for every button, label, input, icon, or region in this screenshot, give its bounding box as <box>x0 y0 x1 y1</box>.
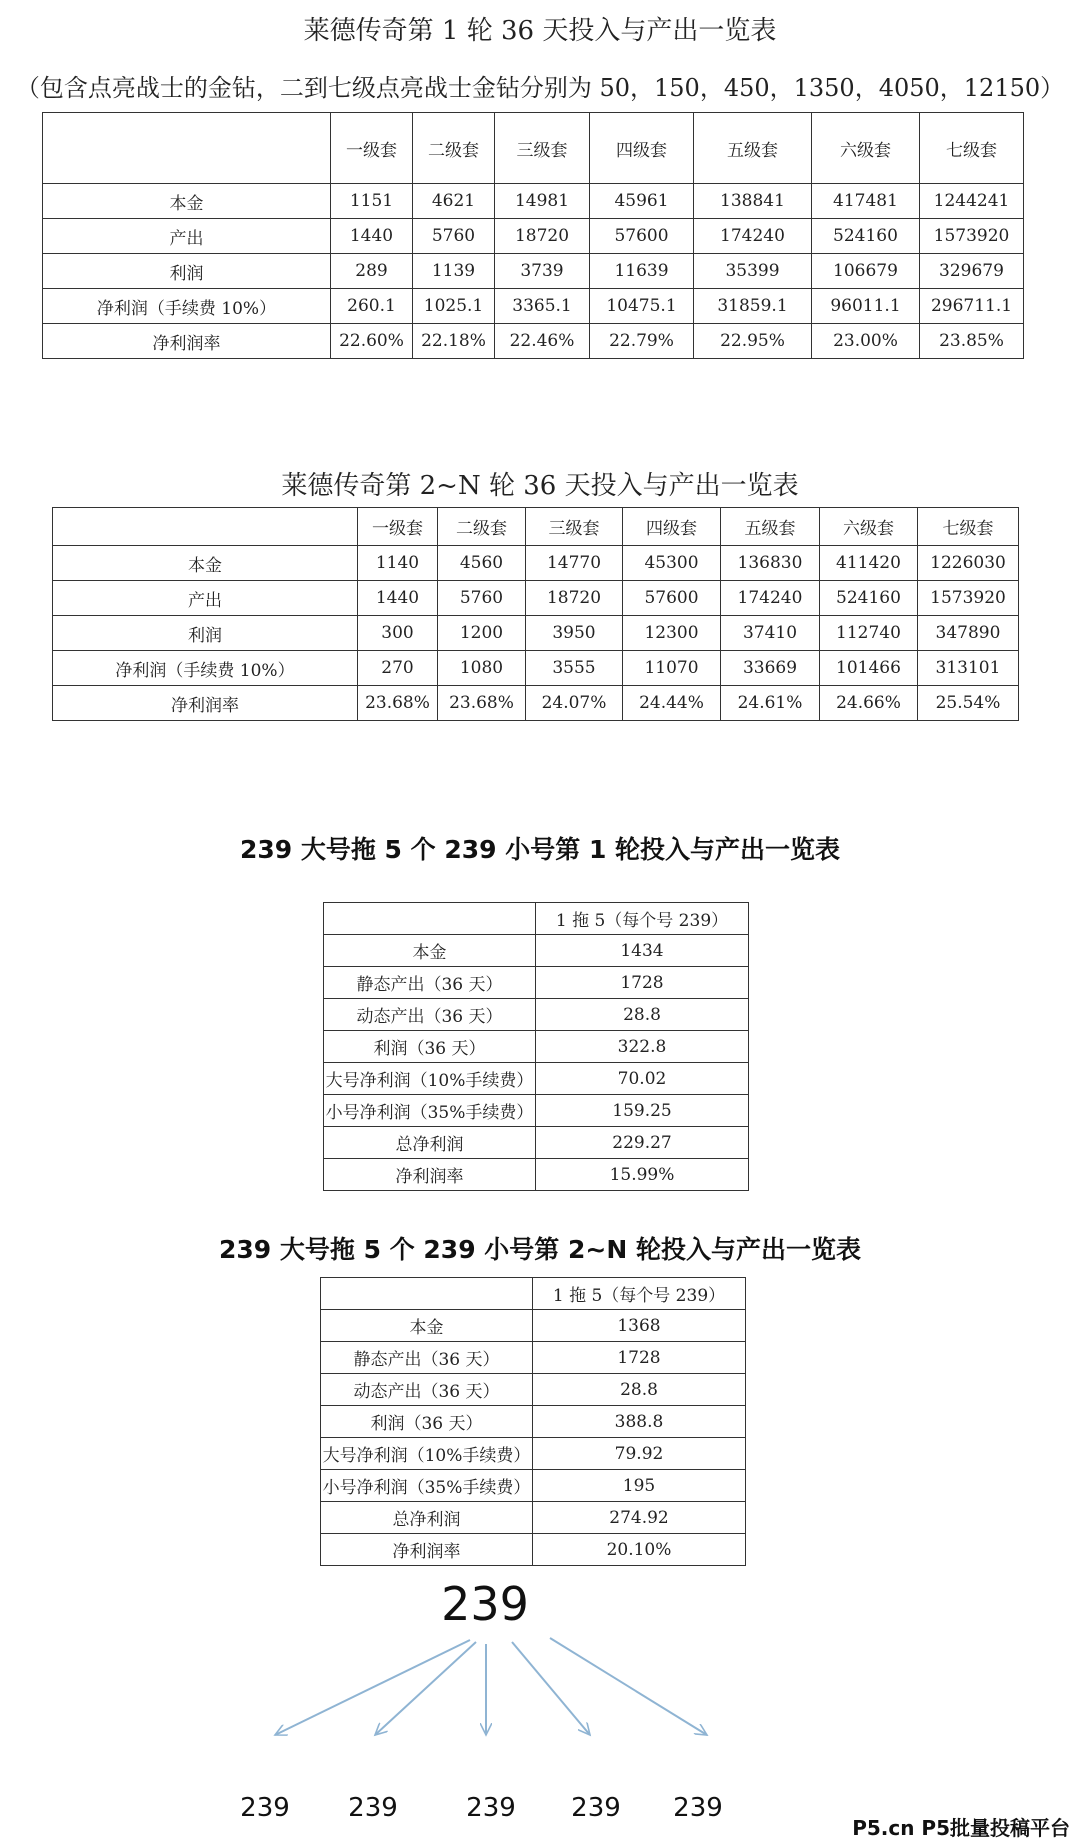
table-row <box>324 1063 749 1095</box>
header-cell: 四级套 <box>623 508 721 546</box>
table-header-row <box>321 1278 746 1310</box>
header-cell <box>43 113 331 184</box>
diagram-child-label: 239 <box>571 1793 621 1823</box>
table4 <box>320 1277 746 1566</box>
table-cell: 37410 <box>721 616 820 651</box>
table-row <box>53 616 1019 651</box>
arrow-5 <box>550 1638 707 1735</box>
table-cell: 57600 <box>590 219 694 254</box>
table-cell: 22.95% <box>694 324 812 359</box>
table-row <box>321 1470 746 1502</box>
header-cell <box>321 1278 533 1310</box>
table-cell: 12300 <box>623 616 721 651</box>
row-label-cell: 总净利润 <box>321 1502 533 1534</box>
table-cell: 11070 <box>623 651 721 686</box>
table-cell: 24.07% <box>526 686 623 721</box>
row-label-cell: 净利润率 <box>324 1159 536 1191</box>
header-cell: 二级套 <box>413 113 495 184</box>
table-row <box>43 254 1024 289</box>
table-cell: 11639 <box>590 254 694 289</box>
header-cell: 五级套 <box>721 508 820 546</box>
header-cell <box>324 903 536 935</box>
table-cell: 1728 <box>533 1342 746 1374</box>
table-cell: 28.8 <box>536 999 749 1031</box>
table-cell: 57600 <box>623 581 721 616</box>
table-cell: 1728 <box>536 967 749 999</box>
table-row <box>321 1310 746 1342</box>
table-cell: 22.46% <box>495 324 590 359</box>
table-cell: 174240 <box>721 581 820 616</box>
header-cell: 1 拖 5（每个号 239） <box>533 1278 746 1310</box>
table-row <box>53 686 1019 721</box>
table-cell: 1139 <box>413 254 495 289</box>
table-cell: 4621 <box>413 184 495 219</box>
header-cell: 一级套 <box>358 508 438 546</box>
table-cell: 18720 <box>495 219 590 254</box>
table-cell: 313101 <box>918 651 1019 686</box>
table-cell: 25.54% <box>918 686 1019 721</box>
table-cell: 28.8 <box>533 1374 746 1406</box>
table-row <box>53 651 1019 686</box>
header-cell: 七级套 <box>918 508 1019 546</box>
table-cell: 106679 <box>812 254 920 289</box>
table-cell: 18720 <box>526 581 623 616</box>
table-cell: 159.25 <box>536 1095 749 1127</box>
table-cell: 22.60% <box>331 324 413 359</box>
table-cell: 5760 <box>438 581 526 616</box>
table-row <box>53 546 1019 581</box>
header-cell: 六级套 <box>812 113 920 184</box>
table-header-row <box>324 903 749 935</box>
table-cell: 347890 <box>918 616 1019 651</box>
header-cell: 七级套 <box>920 113 1024 184</box>
table-cell: 15.99% <box>536 1159 749 1191</box>
header-cell: 五级套 <box>694 113 812 184</box>
table-cell: 1140 <box>358 546 438 581</box>
row-label-cell: 本金 <box>43 184 331 219</box>
table-row <box>43 324 1024 359</box>
table-cell: 31859.1 <box>694 289 812 324</box>
header-cell: 一级套 <box>331 113 413 184</box>
row-label-cell: 总净利润 <box>324 1127 536 1159</box>
row-label-cell: 小号净利润（35%手续费） <box>321 1470 533 1502</box>
table-header-row <box>53 508 1019 546</box>
table-cell: 411420 <box>820 546 918 581</box>
table-cell: 112740 <box>820 616 918 651</box>
table-cell: 524160 <box>820 581 918 616</box>
table-cell: 3950 <box>526 616 623 651</box>
table-cell: 24.44% <box>623 686 721 721</box>
table-cell: 1025.1 <box>413 289 495 324</box>
table-cell: 22.18% <box>413 324 495 359</box>
table-cell: 417481 <box>812 184 920 219</box>
row-label-cell: 产出 <box>53 581 358 616</box>
table-cell: 23.68% <box>358 686 438 721</box>
table-cell: 1573920 <box>918 581 1019 616</box>
table-cell: 289 <box>331 254 413 289</box>
row-label-cell: 利润（36 天） <box>321 1406 533 1438</box>
table-cell: 96011.1 <box>812 289 920 324</box>
table-row <box>324 1159 749 1191</box>
table-row <box>321 1374 746 1406</box>
table-cell: 24.61% <box>721 686 820 721</box>
table-header-row <box>43 113 1024 184</box>
table-cell: 1244241 <box>920 184 1024 219</box>
table-cell: 322.8 <box>536 1031 749 1063</box>
table-cell: 5760 <box>413 219 495 254</box>
table-cell: 138841 <box>694 184 812 219</box>
table-cell: 3365.1 <box>495 289 590 324</box>
diagram-child-label: 239 <box>240 1793 290 1823</box>
row-label-cell: 利润 <box>43 254 331 289</box>
table-cell: 4560 <box>438 546 526 581</box>
table-cell: 22.79% <box>590 324 694 359</box>
table-cell: 45961 <box>590 184 694 219</box>
table-row <box>324 999 749 1031</box>
row-label-cell: 净利润率 <box>53 686 358 721</box>
table-row <box>324 967 749 999</box>
table-row <box>324 1127 749 1159</box>
table-cell: 24.66% <box>820 686 918 721</box>
header-cell: 二级套 <box>438 508 526 546</box>
table-cell: 1573920 <box>920 219 1024 254</box>
row-label-cell: 动态产出（36 天） <box>324 999 536 1031</box>
header-cell: 六级套 <box>820 508 918 546</box>
table-cell: 195 <box>533 1470 746 1502</box>
table-row <box>321 1534 746 1566</box>
table1 <box>42 112 1024 359</box>
table-cell: 300 <box>358 616 438 651</box>
table-cell: 10475.1 <box>590 289 694 324</box>
table-cell: 260.1 <box>331 289 413 324</box>
table-row <box>324 1031 749 1063</box>
table-cell: 329679 <box>920 254 1024 289</box>
table-row <box>321 1342 746 1374</box>
row-label-cell: 净利润（手续费 10%） <box>53 651 358 686</box>
table-row <box>324 1095 749 1127</box>
table-row <box>321 1406 746 1438</box>
row-label-cell: 小号净利润（35%手续费） <box>324 1095 536 1127</box>
table3-title: 239 大号拖 5 个 239 小号第 1 轮投入与产出一览表 <box>239 835 841 864</box>
table-row <box>53 581 1019 616</box>
header-cell: 1 拖 5（每个号 239） <box>536 903 749 935</box>
table-cell: 1151 <box>331 184 413 219</box>
table-cell: 1440 <box>358 581 438 616</box>
table4-title: 239 大号拖 5 个 239 小号第 2~N 轮投入与产出一览表 <box>219 1235 861 1264</box>
row-label-cell: 静态产出（36 天） <box>324 967 536 999</box>
row-label-cell: 利润（36 天） <box>324 1031 536 1063</box>
table-row <box>324 935 749 967</box>
row-label-cell: 本金 <box>53 546 358 581</box>
table-cell: 3555 <box>526 651 623 686</box>
table-cell: 524160 <box>812 219 920 254</box>
table-cell: 1368 <box>533 1310 746 1342</box>
diagram-child-label: 239 <box>673 1793 723 1823</box>
row-label-cell: 大号净利润（10%手续费） <box>321 1438 533 1470</box>
table-cell: 274.92 <box>533 1502 746 1534</box>
table1-subtitle: （包含点亮战士的金钻，二到七级点亮战士金钻分别为 50，150，450，1350，4050，12150） <box>15 74 1065 102</box>
table-cell: 3739 <box>495 254 590 289</box>
table-cell: 23.00% <box>812 324 920 359</box>
row-label-cell: 动态产出（36 天） <box>321 1374 533 1406</box>
table-cell: 1434 <box>536 935 749 967</box>
table-cell: 45300 <box>623 546 721 581</box>
table-row <box>321 1502 746 1534</box>
account-tree-diagram <box>0 1570 1080 1846</box>
table-row <box>43 289 1024 324</box>
table-cell: 70.02 <box>536 1063 749 1095</box>
table1-title: 莱德传奇第 1 轮 36 天投入与产出一览表 <box>303 16 777 46</box>
table-cell: 296711.1 <box>920 289 1024 324</box>
diagram-root-label: 239 <box>441 1577 529 1631</box>
table-cell: 229.27 <box>536 1127 749 1159</box>
header-cell: 四级套 <box>590 113 694 184</box>
table-cell: 23.68% <box>438 686 526 721</box>
table-cell: 1080 <box>438 651 526 686</box>
table-cell: 1440 <box>331 219 413 254</box>
table-cell: 23.85% <box>920 324 1024 359</box>
table-row <box>43 219 1024 254</box>
header-cell <box>53 508 358 546</box>
table-cell: 14981 <box>495 184 590 219</box>
row-label-cell: 静态产出（36 天） <box>321 1342 533 1374</box>
row-label-cell: 利润 <box>53 616 358 651</box>
table-cell: 14770 <box>526 546 623 581</box>
diagram-child-label: 239 <box>348 1793 398 1823</box>
header-cell: 三级套 <box>526 508 623 546</box>
row-label-cell: 本金 <box>324 935 536 967</box>
arrow-1 <box>275 1640 470 1735</box>
header-cell: 三级套 <box>495 113 590 184</box>
watermark: P5.cn P5批量投稿平台 <box>852 1816 1070 1840</box>
diagram-child-label: 239 <box>466 1793 516 1823</box>
row-label-cell: 净利润（手续费 10%） <box>43 289 331 324</box>
table-cell: 1200 <box>438 616 526 651</box>
table-cell: 1226030 <box>918 546 1019 581</box>
table-cell: 101466 <box>820 651 918 686</box>
table-cell: 270 <box>358 651 438 686</box>
table2 <box>52 507 1019 721</box>
table-cell: 79.92 <box>533 1438 746 1470</box>
table-cell: 20.10% <box>533 1534 746 1566</box>
table3 <box>323 902 749 1191</box>
row-label-cell: 净利润率 <box>321 1534 533 1566</box>
table-cell: 136830 <box>721 546 820 581</box>
table-row <box>321 1438 746 1470</box>
arrow-2 <box>375 1642 476 1735</box>
table-cell: 35399 <box>694 254 812 289</box>
table-cell: 33669 <box>721 651 820 686</box>
table-cell: 174240 <box>694 219 812 254</box>
table-cell: 388.8 <box>533 1406 746 1438</box>
table2-title: 莱德传奇第 2~N 轮 36 天投入与产出一览表 <box>281 471 799 501</box>
row-label-cell: 大号净利润（10%手续费） <box>324 1063 536 1095</box>
row-label-cell: 净利润率 <box>43 324 331 359</box>
table-row <box>43 184 1024 219</box>
row-label-cell: 本金 <box>321 1310 533 1342</box>
row-label-cell: 产出 <box>43 219 331 254</box>
